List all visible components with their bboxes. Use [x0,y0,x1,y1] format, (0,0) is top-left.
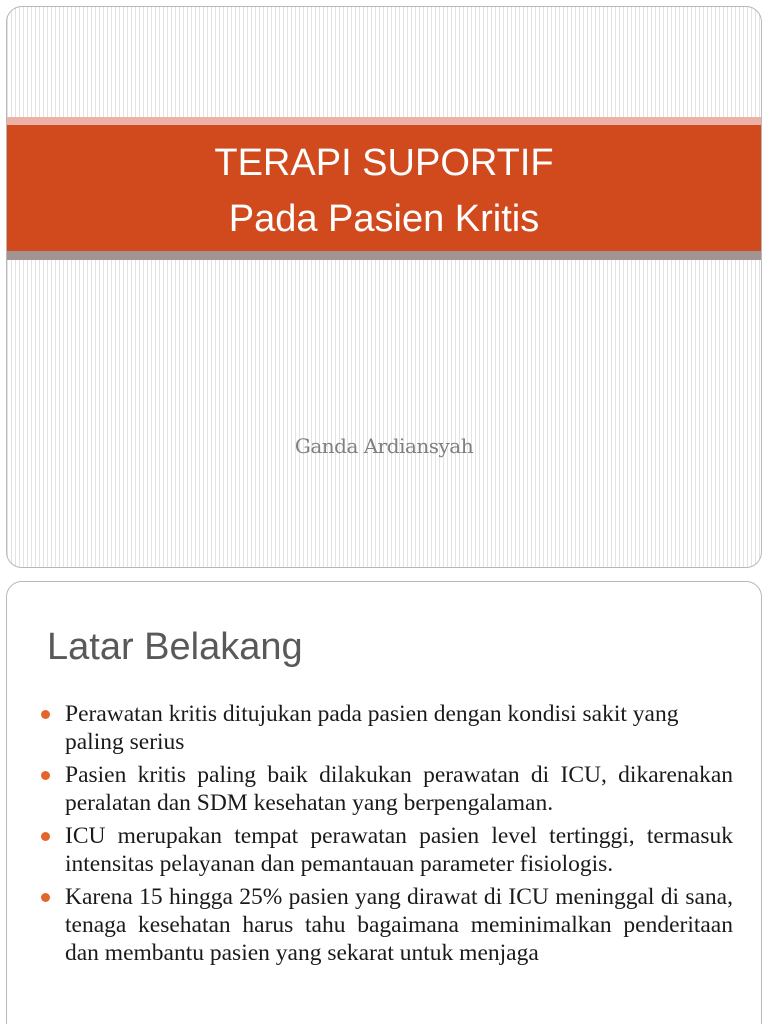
bullet-dot-icon [41,893,50,902]
bullet-text: Perawatan kritis ditujukan pada pasien dengan kondisi sakit yang paling serius [65,701,679,755]
slide-title-line-1: TERAPI SUPORTIF [214,142,554,184]
slide-author: Ganda Ardiansyah [294,434,474,458]
bullet-text: ICU merupakan tempat perawatan pasien level tertinggi, termasuk intensitas pelayanan dan pemantauan parameter fisiologis. [65,823,733,877]
list-item [37,883,733,967]
slide-title-line-2: Pada Pasien Kritis [228,198,540,240]
bullet-text: Karena 15 hingga 25% pasien yang dirawat di ICU meninggal di sana, tenaga kesehatan harus tahu bagaimana meminimalkan penderitaan dan membantu pasien yang sekarat untuk menjaga [65,884,733,966]
bullet-list [37,700,733,972]
list-item [37,822,733,878]
list-item [37,761,733,817]
title-slide [6,6,762,568]
content-slide [6,581,762,1024]
bullet-dot-icon [41,710,50,719]
title-band-bottom-stripe [7,251,761,260]
bullet-text: Pasien kritis paling baik dilakukan perawatan di ICU, dikarenakan peralatan dan SDM kesehatan yang berpengalaman. [65,762,733,816]
slide-heading: Latar Belakang [47,626,303,668]
bullet-dot-icon [41,832,50,841]
bullet-dot-icon [41,771,50,780]
title-band-top-stripe [7,117,761,125]
list-item [37,700,733,756]
